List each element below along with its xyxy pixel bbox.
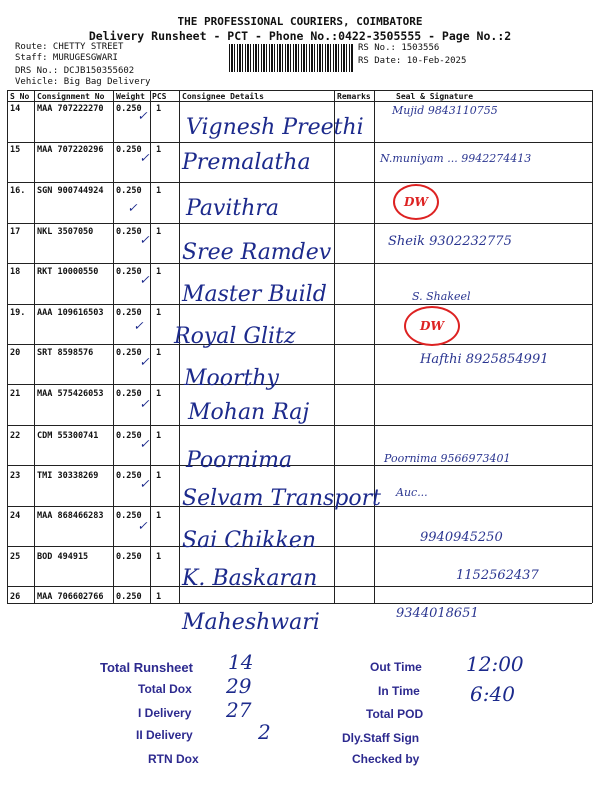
dw-stamp: DW bbox=[393, 184, 439, 220]
col-sno: S No bbox=[10, 92, 30, 101]
table-row-consignment: TMI 30338269 bbox=[37, 471, 99, 481]
drs-label: DRS No.: DCJB150355602 bbox=[15, 66, 135, 76]
table-row-sno: 18 bbox=[10, 267, 21, 277]
col-consignee: Consignee Details bbox=[182, 92, 264, 101]
total-runsheet-value: 14 bbox=[228, 650, 254, 674]
table-row-sno: 19. bbox=[10, 308, 26, 318]
i-delivery-value: 27 bbox=[226, 698, 252, 722]
table-row-weight: 0.250 bbox=[116, 552, 142, 562]
check-mark-icon: ✓ bbox=[138, 108, 147, 124]
table-row-consignment: SRT 8598576 bbox=[37, 348, 94, 358]
check-mark-icon: ✓ bbox=[140, 476, 149, 492]
table-row-weight: 0.250 bbox=[116, 267, 142, 277]
col-consignment: Consignment No bbox=[37, 92, 105, 101]
rtn-dox-label: RTN Dox bbox=[148, 752, 199, 766]
table-row-sno: 17 bbox=[10, 227, 21, 237]
col-weight: Weight bbox=[116, 92, 145, 101]
route-label: Route: CHETTY STREET bbox=[15, 42, 124, 52]
ii-delivery-label: II Delivery bbox=[136, 728, 193, 742]
vehicle-label: Vehicle: Big Bag Delivery bbox=[15, 77, 151, 87]
total-runsheet-label: Total Runsheet bbox=[100, 660, 193, 675]
table-row-weight: 0.250 bbox=[116, 227, 142, 237]
staff-label: Staff: MURUGESGWARI bbox=[15, 53, 118, 63]
table-row-pcs: 1 bbox=[156, 145, 162, 155]
table-row-sno: 26 bbox=[10, 592, 21, 602]
table-row-sno: 14 bbox=[10, 104, 21, 114]
signature-handwritten: 1152562437 bbox=[456, 568, 539, 583]
barcode bbox=[229, 44, 353, 68]
total-dox-value: 29 bbox=[226, 674, 252, 698]
col-seal-signature: Seal & Signature bbox=[396, 92, 474, 101]
table-row-weight: 0.250 bbox=[116, 592, 142, 602]
table-row-weight: 0.250 bbox=[116, 471, 142, 481]
total-pod-label: Total POD bbox=[366, 707, 424, 721]
out-time-label: Out Time bbox=[370, 660, 422, 674]
runsheet-subtitle: Delivery Runsheet - PCT - Phone No.:0422-3505555 - Page No.:2 bbox=[88, 29, 512, 43]
signature-handwritten: 9940945250 bbox=[420, 530, 503, 545]
table-row-consignment: RKT 10000550 bbox=[37, 267, 99, 277]
table-row-sno: 23 bbox=[10, 471, 21, 481]
check-mark-icon: ✓ bbox=[140, 150, 149, 166]
table-row-pcs: 1 bbox=[156, 186, 162, 196]
table-row-consignment: MAA 575426053 bbox=[37, 389, 104, 399]
consignee-handwritten: K. Baskaran bbox=[182, 566, 318, 591]
table-row-consignment: CDM 55300741 bbox=[37, 431, 99, 441]
table-row-weight: 0.250 bbox=[116, 348, 142, 358]
company-title: THE PROFESSIONAL COURIERS, COIMBATORE bbox=[177, 15, 423, 28]
table-row-weight: 0.250 bbox=[116, 104, 142, 114]
table-row-pcs: 1 bbox=[156, 389, 162, 399]
table-row-weight: 0.250 bbox=[116, 389, 142, 399]
table-row-consignment: MAA 707220296 bbox=[37, 145, 104, 155]
checked-by-label: Checked by bbox=[352, 752, 420, 766]
table-row-sno: 21 bbox=[10, 389, 21, 399]
dly-staff-sign-label: Dly.Staff Sign bbox=[342, 731, 420, 745]
rs-number: RS No.: 1503556 bbox=[358, 43, 440, 53]
table-row-pcs: 1 bbox=[156, 104, 162, 114]
col-remarks: Remarks bbox=[337, 92, 371, 101]
consignee-handwritten: Maheshwari bbox=[182, 610, 320, 635]
out-time-value: 12:00 bbox=[466, 652, 524, 676]
table-row-sno: 20 bbox=[10, 348, 21, 358]
barcode-lower bbox=[229, 68, 353, 72]
signature-handwritten: 9344018651 bbox=[396, 606, 479, 621]
signature-handwritten: Sheik 9302232775 bbox=[388, 234, 512, 249]
consignee-handwritten: Mohan Raj bbox=[188, 400, 310, 425]
in-time-value: 6:40 bbox=[470, 682, 515, 706]
table-row-sno: 22 bbox=[10, 431, 21, 441]
table-row-pcs: 1 bbox=[156, 471, 162, 481]
table-row-pcs: 1 bbox=[156, 511, 162, 521]
table-row-pcs: 1 bbox=[156, 267, 162, 277]
table-row-weight: 0.250 bbox=[116, 308, 142, 318]
table-row-sno: 24 bbox=[10, 511, 21, 521]
i-delivery-label: I Delivery bbox=[138, 706, 192, 720]
table-row-weight: 0.250 bbox=[116, 145, 142, 155]
consignee-handwritten: Master Build bbox=[182, 282, 327, 307]
check-mark-icon: ✓ bbox=[128, 200, 137, 216]
table-row-consignment: SGN 900744924 bbox=[37, 186, 104, 196]
table-row-weight: 0.250 bbox=[116, 431, 142, 441]
consignee-handwritten: Moorthy bbox=[184, 366, 279, 391]
table-row-sno: 15 bbox=[10, 145, 21, 155]
signature-handwritten: N.muniyam ... 9942274413 bbox=[380, 152, 532, 165]
consignee-handwritten: Pavithra bbox=[186, 196, 280, 221]
ii-delivery-value: 2 bbox=[258, 720, 271, 744]
table-row-consignment: MAA 707222270 bbox=[37, 104, 104, 114]
consignee-handwritten: Premalatha bbox=[182, 150, 311, 175]
table-row-pcs: 1 bbox=[156, 552, 162, 562]
consignee-handwritten: Sai Chikken bbox=[182, 528, 317, 553]
table-row-pcs: 1 bbox=[156, 592, 162, 602]
table-row-weight: 0.250 bbox=[116, 186, 142, 196]
check-mark-icon: ✓ bbox=[140, 436, 149, 452]
signature-handwritten: Poornima 9566973401 bbox=[384, 452, 511, 465]
consignee-handwritten: Royal Glitz bbox=[174, 324, 296, 349]
in-time-label: In Time bbox=[378, 684, 420, 698]
table-row-pcs: 1 bbox=[156, 227, 162, 237]
table-row-consignment: NKL 3507050 bbox=[37, 227, 94, 237]
signature-handwritten: Auc... bbox=[396, 486, 428, 499]
check-mark-icon: ✓ bbox=[140, 232, 149, 248]
table-row-pcs: 1 bbox=[156, 431, 162, 441]
consignee-handwritten: Vignesh Preethi bbox=[186, 115, 364, 140]
check-mark-icon: ✓ bbox=[140, 396, 149, 412]
check-mark-icon: ✓ bbox=[134, 318, 143, 334]
table-row-consignment: MAA 706602766 bbox=[37, 592, 104, 602]
table-row-pcs: 1 bbox=[156, 348, 162, 358]
table-row-pcs: 1 bbox=[156, 308, 162, 318]
consignee-handwritten: Sree Ramdev bbox=[182, 240, 332, 265]
signature-handwritten: Hafthi 8925854991 bbox=[420, 352, 549, 367]
consignee-handwritten: Poornima bbox=[186, 448, 293, 473]
col-pcs: PCS bbox=[152, 92, 167, 101]
check-mark-icon: ✓ bbox=[140, 354, 149, 370]
table-row-weight: 0.250 bbox=[116, 511, 142, 521]
dw-stamp: DW bbox=[404, 306, 460, 346]
table-row-consignment: AAA 109616503 bbox=[37, 308, 104, 318]
table-row-consignment: MAA 868466283 bbox=[37, 511, 104, 521]
rs-date: RS Date: 10-Feb-2025 bbox=[358, 56, 467, 66]
signature-handwritten: S. Shakeel bbox=[412, 290, 471, 303]
signature-handwritten: Mujid 9843110755 bbox=[392, 104, 498, 117]
table-row-sno: 25 bbox=[10, 552, 21, 562]
check-mark-icon: ✓ bbox=[140, 272, 149, 288]
table-row-consignment: BOD 494915 bbox=[37, 552, 89, 562]
consignee-handwritten: Selvam Transport bbox=[182, 486, 381, 511]
check-mark-icon: ✓ bbox=[138, 518, 147, 534]
table-row-sno: 16. bbox=[10, 186, 26, 196]
total-dox-label: Total Dox bbox=[138, 682, 192, 696]
